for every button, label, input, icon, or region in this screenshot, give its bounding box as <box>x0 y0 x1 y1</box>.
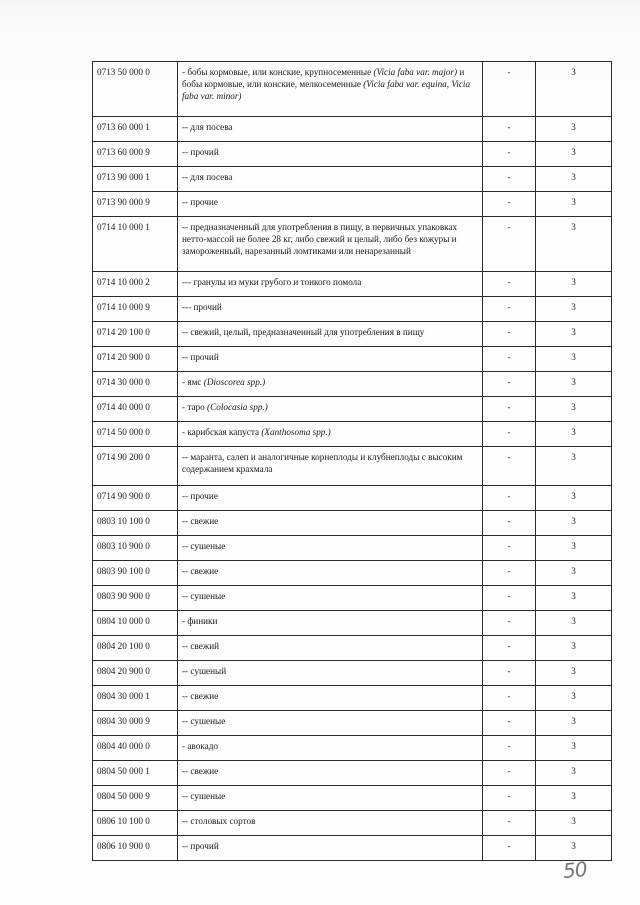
table-row <box>93 217 612 272</box>
tariff-code-cell: 0804 50 000 9 <box>93 786 178 811</box>
duty-cell: - <box>483 117 536 142</box>
duty-cell: - <box>483 62 536 117</box>
table-row <box>93 297 612 322</box>
rate-cell: 3 <box>536 611 612 636</box>
duty-cell: - <box>483 447 536 486</box>
table-row <box>93 711 612 736</box>
duty-cell: - <box>483 661 536 686</box>
duty-cell: - <box>483 536 536 561</box>
rate-cell: 3 <box>536 192 612 217</box>
description-cell: -- прочие <box>178 192 483 217</box>
rate-cell: 3 <box>536 661 612 686</box>
duty-cell: - <box>483 347 536 372</box>
description-cell: - карибская капуста (Xanthosoma spp.) <box>178 422 483 447</box>
table-row <box>93 661 612 686</box>
table-row <box>93 761 612 786</box>
table-row <box>93 836 612 861</box>
table-row <box>93 142 612 167</box>
tariff-code-cell: 0806 10 900 0 <box>93 836 178 861</box>
description-cell: -- сушеные <box>178 586 483 611</box>
tariff-code-cell: 0803 10 900 0 <box>93 536 178 561</box>
rate-cell: 3 <box>536 217 612 272</box>
rate-cell: 3 <box>536 636 612 661</box>
duty-cell: - <box>483 786 536 811</box>
duty-cell: - <box>483 761 536 786</box>
rate-cell: 3 <box>536 117 612 142</box>
tariff-code-cell: 0713 90 000 1 <box>93 167 178 192</box>
duty-cell: - <box>483 511 536 536</box>
table-row <box>93 192 612 217</box>
tariff-code-cell: 0804 20 100 0 <box>93 636 178 661</box>
tariff-code-cell: 0804 50 000 1 <box>93 761 178 786</box>
description-cell: - финики <box>178 611 483 636</box>
duty-cell: - <box>483 636 536 661</box>
table-row <box>93 636 612 661</box>
rate-cell: 3 <box>536 561 612 586</box>
tariff-code-cell: 0713 60 000 9 <box>93 142 178 167</box>
rate-cell: 3 <box>536 142 612 167</box>
table-row <box>93 561 612 586</box>
tariff-code-cell: 0714 90 200 0 <box>93 447 178 486</box>
tariff-code-cell: 0803 10 100 0 <box>93 511 178 536</box>
duty-cell: - <box>483 322 536 347</box>
tariff-code-cell: 0714 20 100 0 <box>93 322 178 347</box>
description-cell: -- прочие <box>178 486 483 511</box>
description-cell: -- сушеные <box>178 711 483 736</box>
table-row <box>93 586 612 611</box>
description-cell: - ямс (Dioscorea spp.) <box>178 372 483 397</box>
table-row <box>93 611 612 636</box>
rate-cell: 3 <box>536 736 612 761</box>
rate-cell: 3 <box>536 711 612 736</box>
tariff-code-cell: 0803 90 100 0 <box>93 561 178 586</box>
tariff-code-cell: 0804 30 000 9 <box>93 711 178 736</box>
tariff-code-cell: 0804 40 000 0 <box>93 736 178 761</box>
description-cell: - бобы кормовые, или конские, крупносеменные (Vicia faba var. major) и бобы кормовые, или конские, мелкосеменные (Vicia faba var. equina, Vicia faba var. minor) <box>178 62 483 117</box>
table-row <box>93 686 612 711</box>
rate-cell: 3 <box>536 347 612 372</box>
page-number: 50 <box>561 856 588 884</box>
duty-cell: - <box>483 297 536 322</box>
description-cell: -- свежий <box>178 636 483 661</box>
table-row <box>93 272 612 297</box>
tariff-code-cell: 0714 40 000 0 <box>93 397 178 422</box>
tariff-code-cell: 0714 50 000 0 <box>93 422 178 447</box>
description-cell: -- прочий <box>178 347 483 372</box>
table-row <box>93 536 612 561</box>
rate-cell: 3 <box>536 372 612 397</box>
rate-cell: 3 <box>536 272 612 297</box>
description-cell: -- сушеные <box>178 786 483 811</box>
tariff-code-cell: 0714 10 000 9 <box>93 297 178 322</box>
tariff-code-cell: 0804 20 900 0 <box>93 661 178 686</box>
rate-cell: 3 <box>536 836 612 861</box>
rate-cell: 3 <box>536 586 612 611</box>
duty-cell: - <box>483 217 536 272</box>
duty-cell: - <box>483 686 536 711</box>
tariff-code-cell: 0714 20 900 0 <box>93 347 178 372</box>
duty-cell: - <box>483 272 536 297</box>
rate-cell: 3 <box>536 62 612 117</box>
table-row <box>93 511 612 536</box>
table-row <box>93 486 612 511</box>
rate-cell: 3 <box>536 422 612 447</box>
tariff-code-cell: 0714 30 000 0 <box>93 372 178 397</box>
duty-cell: - <box>483 486 536 511</box>
description-cell: -- маранта, салеп и аналогичные корнеплоды и клубнеплоды с высоким содержанием крахмала <box>178 447 483 486</box>
tariff-code-cell: 0714 90 900 0 <box>93 486 178 511</box>
rate-cell: 3 <box>536 536 612 561</box>
description-cell: -- прочий <box>178 836 483 861</box>
tariff-table <box>92 61 612 861</box>
duty-cell: - <box>483 811 536 836</box>
tariff-code-cell: 0713 60 000 1 <box>93 117 178 142</box>
tariff-code-cell: 0803 90 900 0 <box>93 586 178 611</box>
table-row <box>93 167 612 192</box>
description-cell: -- прочий <box>178 142 483 167</box>
duty-cell: - <box>483 836 536 861</box>
description-cell: -- свежие <box>178 686 483 711</box>
rate-cell: 3 <box>536 397 612 422</box>
table-row <box>93 736 612 761</box>
rate-cell: 3 <box>536 786 612 811</box>
duty-cell: - <box>483 167 536 192</box>
description-cell: -- свежий, целый, предназначенный для употребления в пищу <box>178 322 483 347</box>
duty-cell: - <box>483 611 536 636</box>
table-row <box>93 811 612 836</box>
tariff-code-cell: 0714 10 000 2 <box>93 272 178 297</box>
table-row <box>93 62 612 117</box>
table-row <box>93 786 612 811</box>
description-cell: - таро (Colocasia spp.) <box>178 397 483 422</box>
description-cell: - авокадо <box>178 736 483 761</box>
tariff-table-body <box>93 62 612 861</box>
rate-cell: 3 <box>536 322 612 347</box>
duty-cell: - <box>483 711 536 736</box>
table-row <box>93 347 612 372</box>
table-row <box>93 117 612 142</box>
duty-cell: - <box>483 192 536 217</box>
rate-cell: 3 <box>536 297 612 322</box>
rate-cell: 3 <box>536 167 612 192</box>
description-cell: -- для посева <box>178 167 483 192</box>
tariff-code-cell: 0713 90 000 9 <box>93 192 178 217</box>
duty-cell: - <box>483 736 536 761</box>
rate-cell: 3 <box>536 761 612 786</box>
tariff-code-cell: 0804 30 000 1 <box>93 686 178 711</box>
description-cell: -- сушеные <box>178 536 483 561</box>
duty-cell: - <box>483 586 536 611</box>
rate-cell: 3 <box>536 511 612 536</box>
description-cell: -- свежие <box>178 761 483 786</box>
tariff-code-cell: 0806 10 100 0 <box>93 811 178 836</box>
description-cell: -- свежие <box>178 511 483 536</box>
description-cell: -- свежие <box>178 561 483 586</box>
tariff-code-cell: 0713 50 000 0 <box>93 62 178 117</box>
tariff-code-cell: 0804 10 000 0 <box>93 611 178 636</box>
description-cell: -- предназначенный для употребления в пищу, в первичных упаковках нетто-массой не более 28 кг, либо свежий и целый, либо без кожуры и замороженный, нарезанный ломтиками или ненарезанный <box>178 217 483 272</box>
duty-cell: - <box>483 422 536 447</box>
rate-cell: 3 <box>536 811 612 836</box>
description-cell: --- прочий <box>178 297 483 322</box>
table-row <box>93 447 612 486</box>
table-row <box>93 322 612 347</box>
rate-cell: 3 <box>536 686 612 711</box>
tariff-code-cell: 0714 10 000 1 <box>93 217 178 272</box>
table-row <box>93 422 612 447</box>
duty-cell: - <box>483 561 536 586</box>
rate-cell: 3 <box>536 447 612 486</box>
table-row <box>93 372 612 397</box>
description-cell: --- гранулы из муки грубого и тонкого помола <box>178 272 483 297</box>
duty-cell: - <box>483 372 536 397</box>
description-cell: -- столовых сортов <box>178 811 483 836</box>
description-cell: -- сушеный <box>178 661 483 686</box>
rate-cell: 3 <box>536 486 612 511</box>
duty-cell: - <box>483 397 536 422</box>
description-cell: -- для посева <box>178 117 483 142</box>
table-row <box>93 397 612 422</box>
duty-cell: - <box>483 142 536 167</box>
